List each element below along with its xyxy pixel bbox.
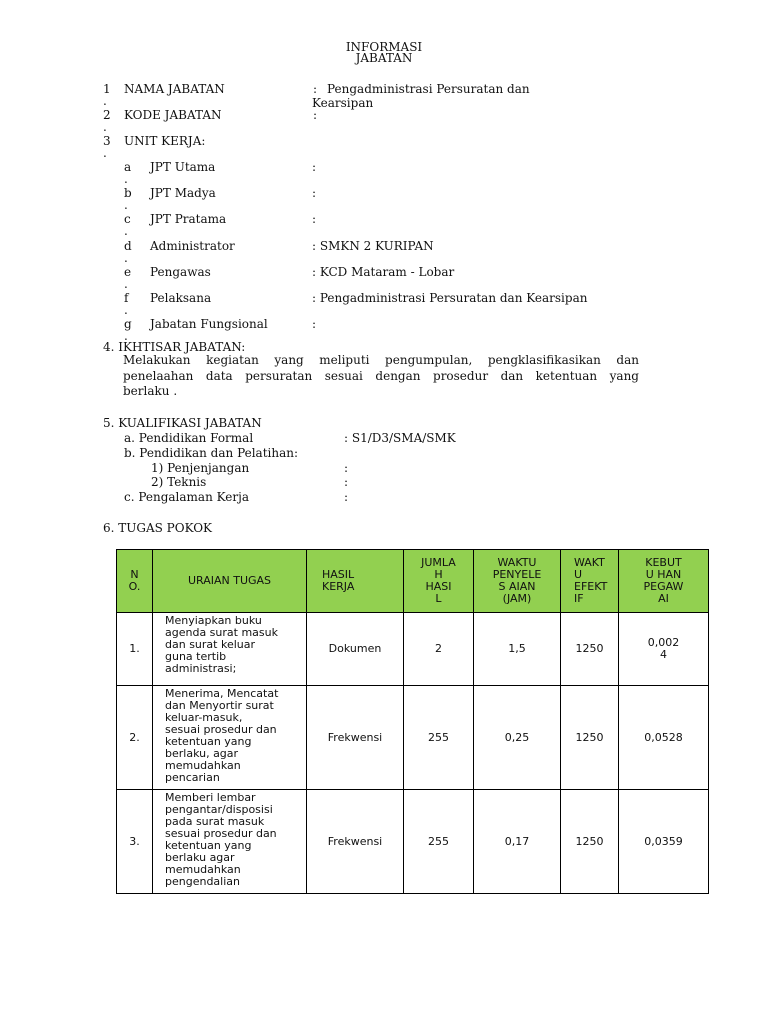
item-number-dot: . <box>103 94 107 108</box>
uraian-line: ketentuan yang <box>165 839 252 852</box>
cell-jumlah-hasil: 255 <box>404 790 474 894</box>
tugas-pokok-heading: 6. TUGAS POKOK <box>103 521 213 535</box>
header-waktu-efektif <box>561 550 619 613</box>
unit-kerja-label: Pengawas <box>150 264 211 279</box>
ikhtisar-text <box>123 353 639 400</box>
kebutuhan-line: 0,0359 <box>644 834 683 848</box>
nama-jabatan-value-cont: Kearsipan <box>312 96 374 110</box>
uraian-line: sesuai prosedur dan <box>165 723 277 736</box>
item-number: 1 <box>103 82 111 96</box>
header-no <box>117 550 153 613</box>
unit-kerja-value: : SMKN 2 KURIPAN <box>312 238 434 253</box>
unit-kerja-letter-dot: . <box>124 198 128 213</box>
doc-title-line1: INFORMASI <box>345 40 423 54</box>
unit-kerja-letter-dot: . <box>124 224 128 239</box>
unit-kerja-letter-dot: . <box>124 303 128 317</box>
cell-kebutuhan-pegawai <box>619 613 709 686</box>
uraian-line: sesuai prosedur dan <box>165 827 277 840</box>
item-number-dot: . <box>103 146 107 160</box>
unit-kerja-value: : Pengadministrasi Persuratan dan Kearsipan <box>312 291 588 305</box>
cell-no: 3. <box>117 790 153 894</box>
uraian-line: guna tertib <box>165 650 227 663</box>
uraian-line: pada surat masuk <box>165 815 265 828</box>
uraian-line: pengantar/disposisi <box>165 803 273 816</box>
penjenjangan-colon: : <box>344 461 349 475</box>
unit-kerja-value: : <box>312 212 317 227</box>
uraian-line: berlaku agar <box>165 851 235 864</box>
cell-waktu-efektif: 1250 <box>561 686 619 790</box>
cell-jumlah-hasil: 2 <box>404 613 474 686</box>
cell-waktu-penyelesaian: 1,5 <box>474 613 561 686</box>
penjenjangan-label: 1) Penjenjangan <box>151 461 250 475</box>
unit-kerja-letter: e <box>124 264 132 279</box>
item-number: 2 <box>103 108 111 122</box>
uraian-text <box>165 792 302 888</box>
unit-kerja-label: Pelaksana <box>150 291 212 305</box>
header-waktu-penyelesaian <box>474 550 561 613</box>
unit-kerja-value: : <box>312 317 317 332</box>
uraian-line: agenda surat masuk <box>165 626 278 639</box>
header-line: AI <box>658 592 669 605</box>
unit-kerja-value: : <box>312 186 317 201</box>
unit-kerja-value: : <box>312 160 317 174</box>
cell-uraian-tugas <box>153 686 307 790</box>
header-line: L <box>435 592 442 605</box>
header-line: PEGAW <box>643 580 684 593</box>
teknis-colon: : <box>344 475 349 489</box>
header-uraian-tugas <box>153 550 307 613</box>
header-line: JUMLA <box>421 556 456 569</box>
cell-waktu-efektif: 1250 <box>561 790 619 894</box>
header-hasil-kerja <box>307 550 404 613</box>
uraian-text <box>165 615 302 675</box>
uraian-line: administrasi; <box>165 662 237 675</box>
ikhtisar-heading: 4. IKHTISAR JABATAN: <box>103 340 246 354</box>
unit-kerja-letter-dot: . <box>124 329 128 344</box>
header-line: IF <box>574 592 584 605</box>
cell-waktu-penyelesaian: 0,25 <box>474 686 561 790</box>
uraian-line: memudahkan <box>165 759 241 772</box>
header-line: (JAM) <box>502 592 532 605</box>
header-line: HASIL <box>322 568 355 581</box>
unit-kerja-letter: f <box>124 291 129 305</box>
nama-jabatan-colon: : <box>313 82 318 96</box>
pendidikan-pelatihan-label: b. Pendidikan dan Pelatihan: <box>124 446 299 460</box>
header-jumlah-hasil <box>404 550 474 613</box>
unit-kerja-label: JPT Pratama <box>150 212 227 227</box>
unit-kerja-label: Jabatan Fungsional <box>150 317 268 332</box>
uraian-line: dan Menyortir surat <box>165 699 274 712</box>
unit-kerja-letter: c <box>124 212 131 227</box>
unit-kerja-letter: d <box>124 238 132 253</box>
tugas-pokok-table <box>116 549 709 894</box>
table-row <box>117 790 709 894</box>
table-header-row <box>117 550 709 613</box>
header-line: N <box>130 568 139 581</box>
uraian-line: Menerima, Mencatat <box>165 688 279 700</box>
unit-kerja-letter-dot: . <box>124 276 128 291</box>
table-row <box>117 613 709 686</box>
header-line: KEBUT <box>645 556 682 569</box>
kebutuhan-line: 0,002 <box>647 636 680 649</box>
uraian-line: ketentuan yang <box>165 735 252 748</box>
kebutuhan-line: 0,0528 <box>644 730 683 744</box>
teknis-label: 2) Teknis <box>151 475 207 489</box>
doc-title-line2: JABATAN <box>355 51 413 65</box>
pendidikan-formal-label: a. Pendidikan Formal <box>124 431 254 445</box>
pengalaman-kerja-colon: : <box>344 490 349 504</box>
ikhtisar-line: Melakukan kegiatan yang meliputi pengumpulan, pengklasifikasikan dan <box>123 353 639 367</box>
cell-uraian-tugas <box>153 790 307 894</box>
uraian-line: berlaku, agar <box>165 747 239 760</box>
item-number: 3 <box>103 134 111 148</box>
unit-kerja-label: JPT Utama <box>150 160 216 174</box>
header-line: KERJA <box>322 580 355 593</box>
uraian-line: pengendalian <box>165 875 240 888</box>
uraian-line: dan surat keluar <box>165 638 256 651</box>
unit-kerja-letter-dot: . <box>124 250 128 265</box>
header-line: PENYELE <box>492 568 542 581</box>
header-line: S AIAN <box>498 580 536 593</box>
cell-no: 1. <box>117 613 153 686</box>
header-kebutuhan-pegawai <box>619 550 709 613</box>
unit-kerja-label: UNIT KERJA: <box>124 134 206 148</box>
cell-kebutuhan-pegawai <box>619 790 709 894</box>
header-line: H <box>434 568 443 581</box>
header-line: HASI <box>425 580 452 593</box>
header-line: URAIAN TUGAS <box>187 574 272 587</box>
item-number-dot: . <box>103 120 107 134</box>
header-line: U HAN <box>645 568 682 581</box>
cell-hasil-kerja: Dokumen <box>307 613 404 686</box>
pengalaman-kerja-label: c. Pengalaman Kerja <box>124 490 249 504</box>
cell-uraian-tugas <box>153 613 307 686</box>
kebutuhan-line: 4 <box>660 648 667 661</box>
cell-waktu-penyelesaian: 0,17 <box>474 790 561 894</box>
uraian-line: keluar-masuk, <box>165 711 243 724</box>
cell-no: 2. <box>117 686 153 790</box>
uraian-line: pencarian <box>165 771 220 784</box>
uraian-line: Menyiapkan buku <box>165 615 262 627</box>
header-line: WAKTU <box>497 556 537 569</box>
unit-kerja-letter: a <box>124 160 132 174</box>
cell-kebutuhan-pegawai <box>619 686 709 790</box>
unit-kerja-letter: g <box>124 317 132 332</box>
uraian-text <box>165 688 302 784</box>
uraian-line: Memberi lembar <box>165 792 256 804</box>
cell-jumlah-hasil: 255 <box>404 686 474 790</box>
cell-hasil-kerja: Frekwensi <box>307 686 404 790</box>
unit-kerja-value: : KCD Mataram - Lobar <box>312 264 455 279</box>
cell-waktu-efektif: 1250 <box>561 613 619 686</box>
unit-kerja-label: Administrator <box>150 238 235 253</box>
header-line: EFEKT <box>574 580 608 593</box>
header-line: U <box>574 568 583 581</box>
ikhtisar-line: penelaahan data persuratan sesuai dengan prosedur dan ketentuan yang <box>123 368 639 383</box>
ikhtisar-line: berlaku . <box>123 384 178 398</box>
cell-hasil-kerja: Frekwensi <box>307 790 404 894</box>
kualifikasi-heading: 5. KUALIFIKASI JABATAN <box>103 416 262 430</box>
pendidikan-formal-value: : S1/D3/SMA/SMK <box>344 431 456 445</box>
header-line: O. <box>128 580 141 593</box>
unit-kerja-letter: b <box>124 186 132 201</box>
header-line: WAKT <box>574 556 605 569</box>
kode-jabatan-label: KODE JABATAN <box>124 108 222 122</box>
kode-jabatan-colon: : <box>313 108 318 122</box>
unit-kerja-label: JPT Madya <box>150 186 216 201</box>
nama-jabatan-value: Pengadministrasi Persuratan dan <box>327 82 530 96</box>
unit-kerja-letter-dot: . <box>124 172 128 186</box>
table-row <box>117 686 709 790</box>
uraian-line: memudahkan <box>165 863 241 876</box>
nama-jabatan-label: NAMA JABATAN <box>124 82 225 96</box>
